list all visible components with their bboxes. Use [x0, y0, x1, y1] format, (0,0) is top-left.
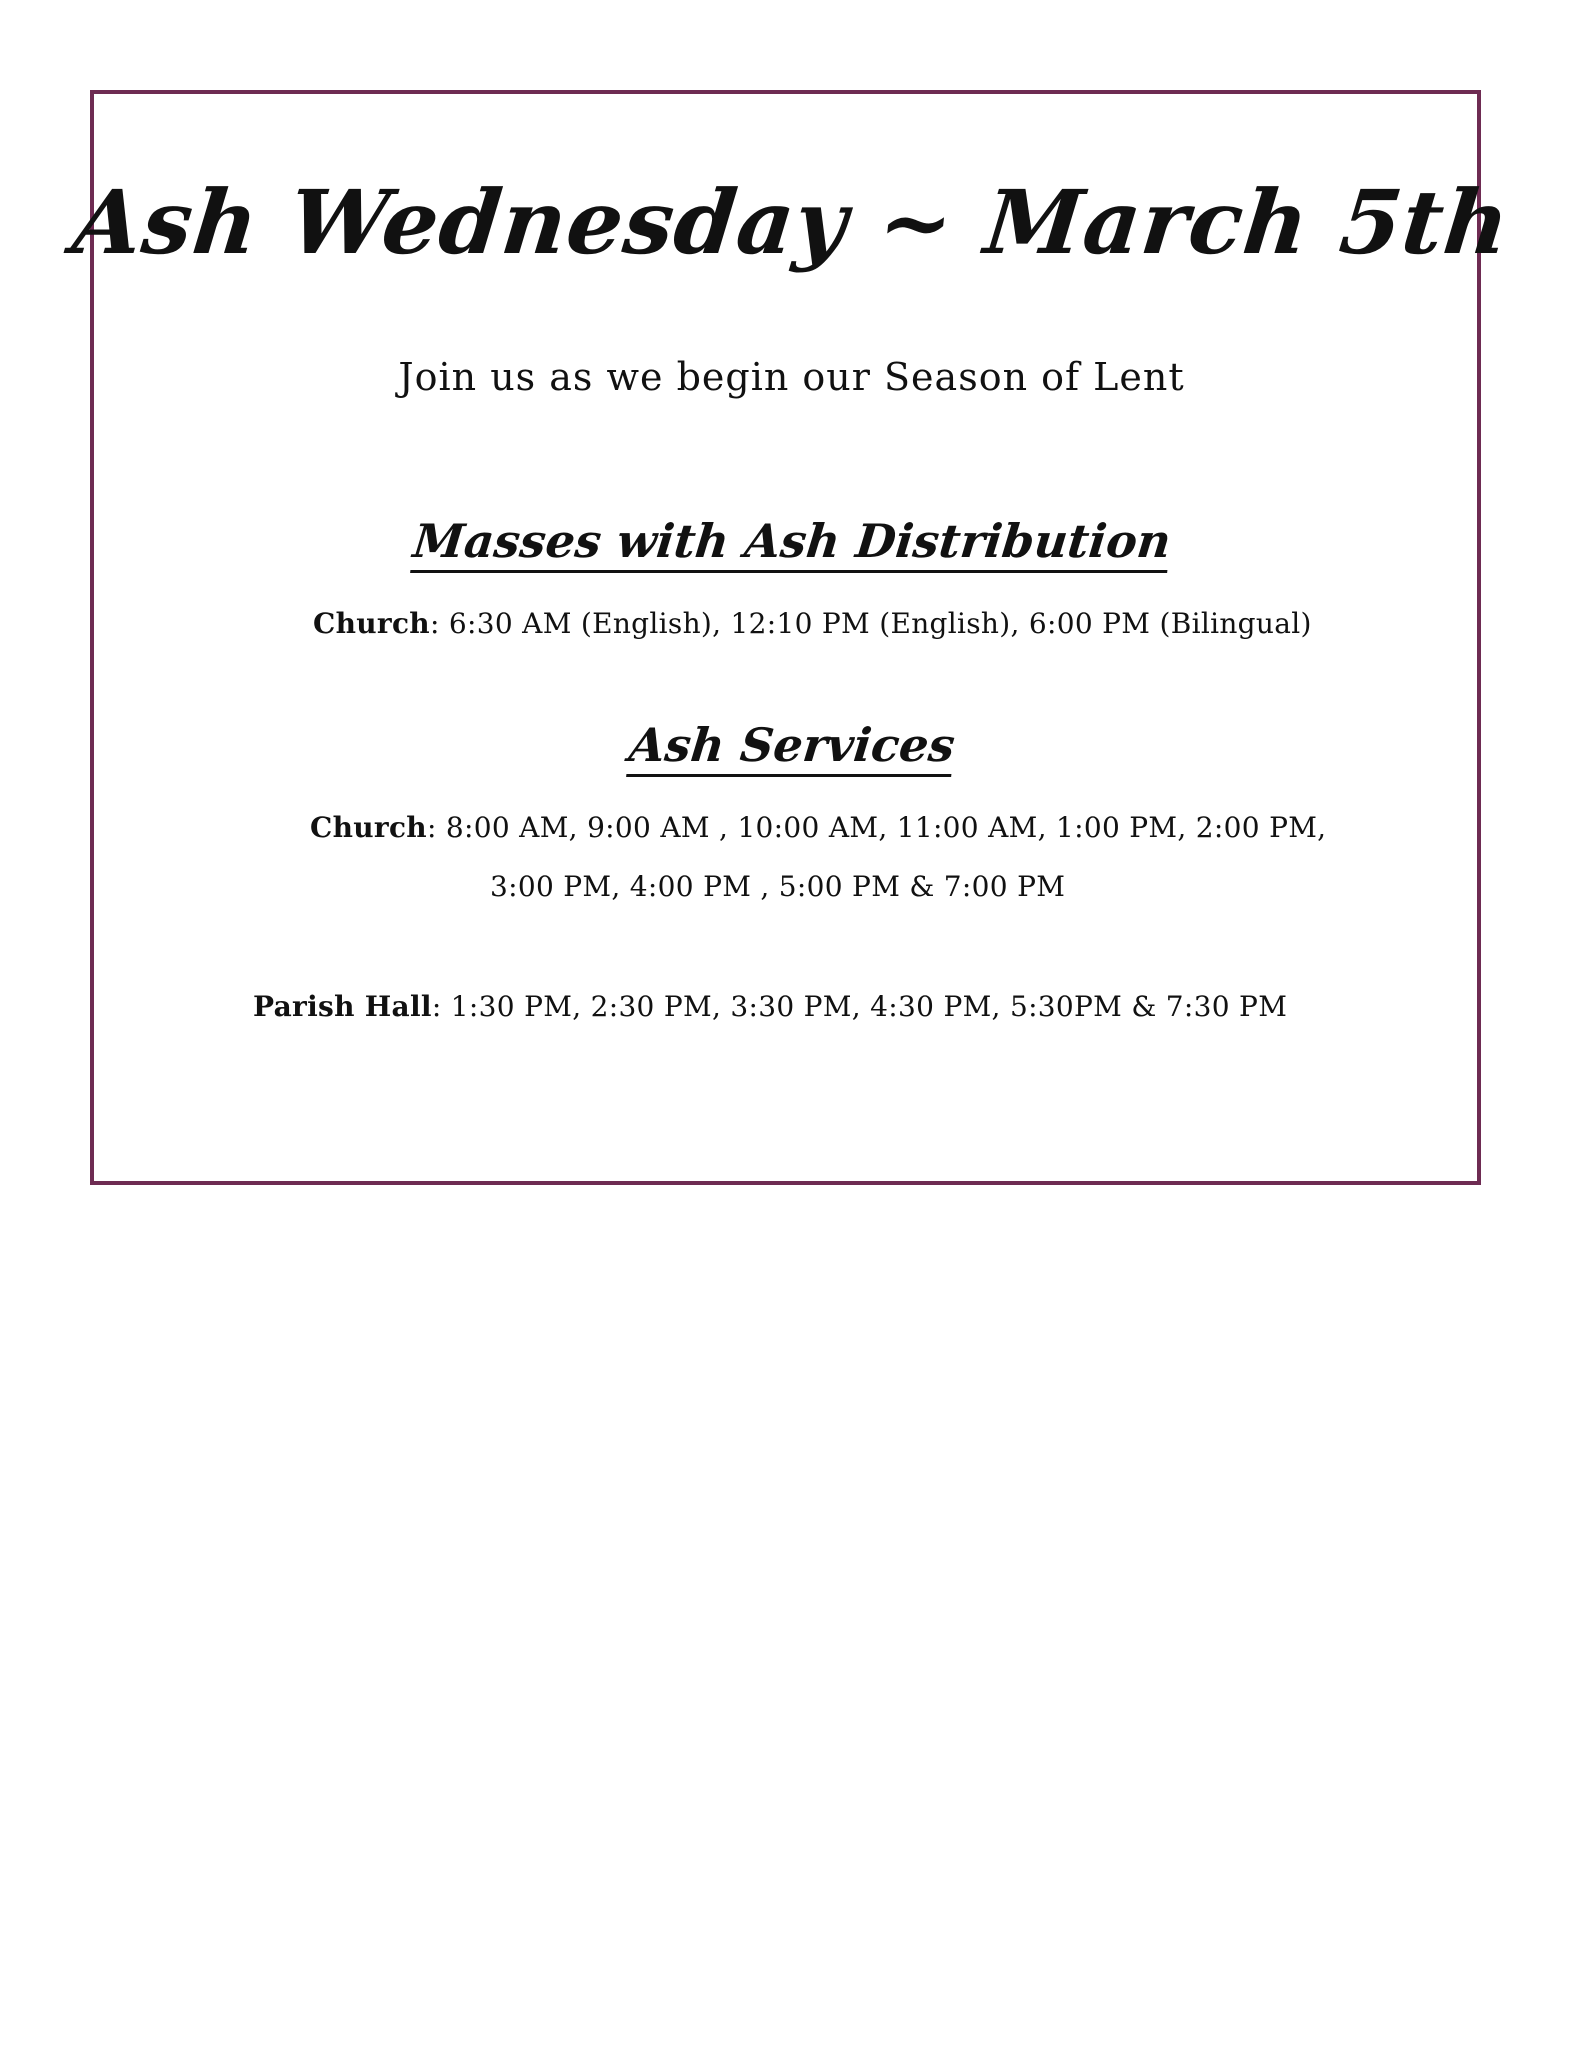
masses-church-label: Church [313, 607, 430, 640]
masses-church-line [313, 607, 1312, 640]
services-church-line-continued [490, 870, 1065, 903]
services-church-times-line1: : 8:00 AM, 9:00 AM , 10:00 AM, 11:00 AM, 1:00 PM, 2:00 PM, [426, 811, 1327, 844]
services-church-times-line2: 3:00 PM, 4:00 PM , 5:00 PM & 7:00 PM [490, 870, 1066, 903]
masses-heading [0, 514, 1583, 573]
services-hall-times: : 1:30 PM, 2:30 PM, 3:30 PM, 4:30 PM, 5:30PM & 7:30 PM [431, 990, 1288, 1023]
services-heading-text: Ash Services [626, 722, 957, 777]
services-heading [0, 718, 1583, 777]
services-hall-line [253, 990, 1287, 1023]
masses-church-times: : 6:30 AM (English), 12:10 PM (English), 6:00 PM (Bilingual) [429, 607, 1312, 640]
masses-heading-text: Masses with Ash Distribution [410, 518, 1173, 573]
flyer-title: Ash Wednesday ~ March 5th [68, 170, 1515, 274]
flyer-subtitle: Join us as we begin our Season of Lent [398, 355, 1185, 399]
services-hall-label: Parish Hall [253, 990, 432, 1023]
services-church-line [310, 811, 1326, 844]
services-church-label: Church [310, 811, 427, 844]
